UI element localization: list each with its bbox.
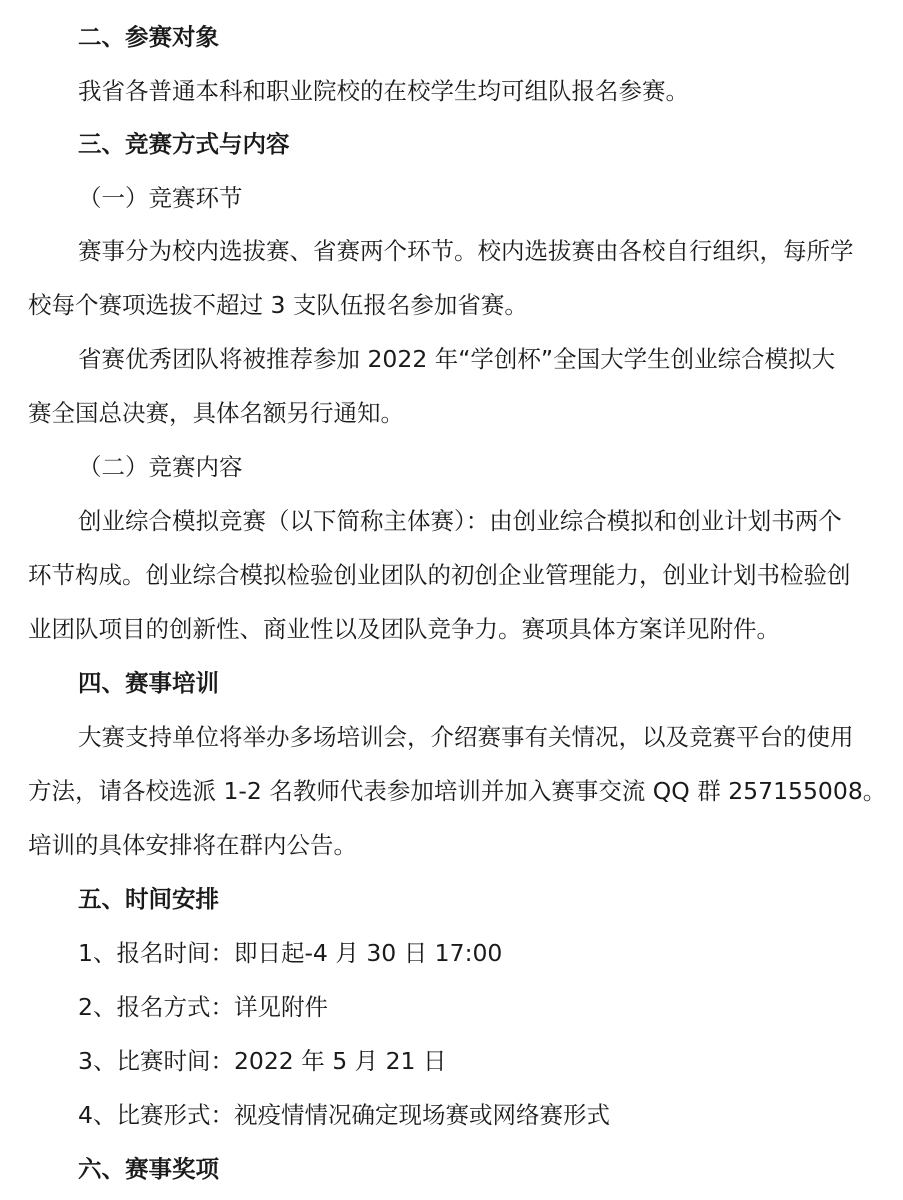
participants-text: 我省各普通本科和职业院校的在校学生均可组队报名参赛。 [78, 77, 689, 105]
content-paragraph-line-1: 创业综合模拟竞赛（以下简称主体赛）：由创业综合模拟和创业计划书两个 [78, 507, 842, 535]
stages-paragraph-line-2: 校每个赛项选拔不超过 3 支队伍报名参加省赛。 [28, 291, 528, 319]
stages-paragraph-line-1: 赛事分为校内选拔赛、省赛两个环节。校内选拔赛由各校自行组织，每所学 [78, 237, 854, 265]
content-paragraph-line-2: 环节构成。创业综合模拟检验创业团队的初创企业管理能力，创业计划书检验创 [28, 561, 851, 589]
section-heading-schedule: 五、时间安排 [78, 885, 219, 913]
content-paragraph-line-3: 业团队项目的创新性、商业性以及团队竞争力。赛项具体方案详见附件。 [28, 615, 780, 643]
subheading-stages: （一）竞赛环节 [78, 184, 243, 212]
schedule-item-competition-date: 3、比赛时间：2022 年 5 月 21 日 [78, 1047, 447, 1075]
section-heading-format: 三、竞赛方式与内容 [78, 130, 290, 158]
section-heading-participants: 二、参赛对象 [78, 23, 219, 51]
training-paragraph-line-1: 大赛支持单位将举办多场培训会，介绍赛事有关情况，以及竞赛平台的使用 [78, 723, 854, 751]
schedule-item-registration-method: 2、报名方式：详见附件 [78, 993, 328, 1021]
schedule-item-registration-time: 1、报名时间：即日起-4 月 30 日 17:00 [78, 939, 503, 967]
subheading-content: （二）竞赛内容 [78, 453, 243, 481]
schedule-item-competition-format: 4、比赛形式：视疫情情况确定现场赛或网络赛形式 [78, 1101, 610, 1129]
section-heading-awards: 六、赛事奖项 [78, 1155, 219, 1183]
training-paragraph-line-3: 培训的具体安排将在群内公告。 [28, 831, 357, 859]
recommend-paragraph-line-2: 赛全国总决赛，具体名额另行通知。 [28, 399, 404, 427]
section-heading-training: 四、赛事培训 [78, 669, 219, 697]
recommend-paragraph-line-1: 省赛优秀团队将被推荐参加 2022 年“学创杯”全国大学生创业综合模拟大 [78, 345, 836, 373]
training-paragraph-line-2: 方法，请各校选派 1-2 名教师代表参加培训并加入赛事交流 QQ 群 257155008。 [28, 777, 887, 805]
